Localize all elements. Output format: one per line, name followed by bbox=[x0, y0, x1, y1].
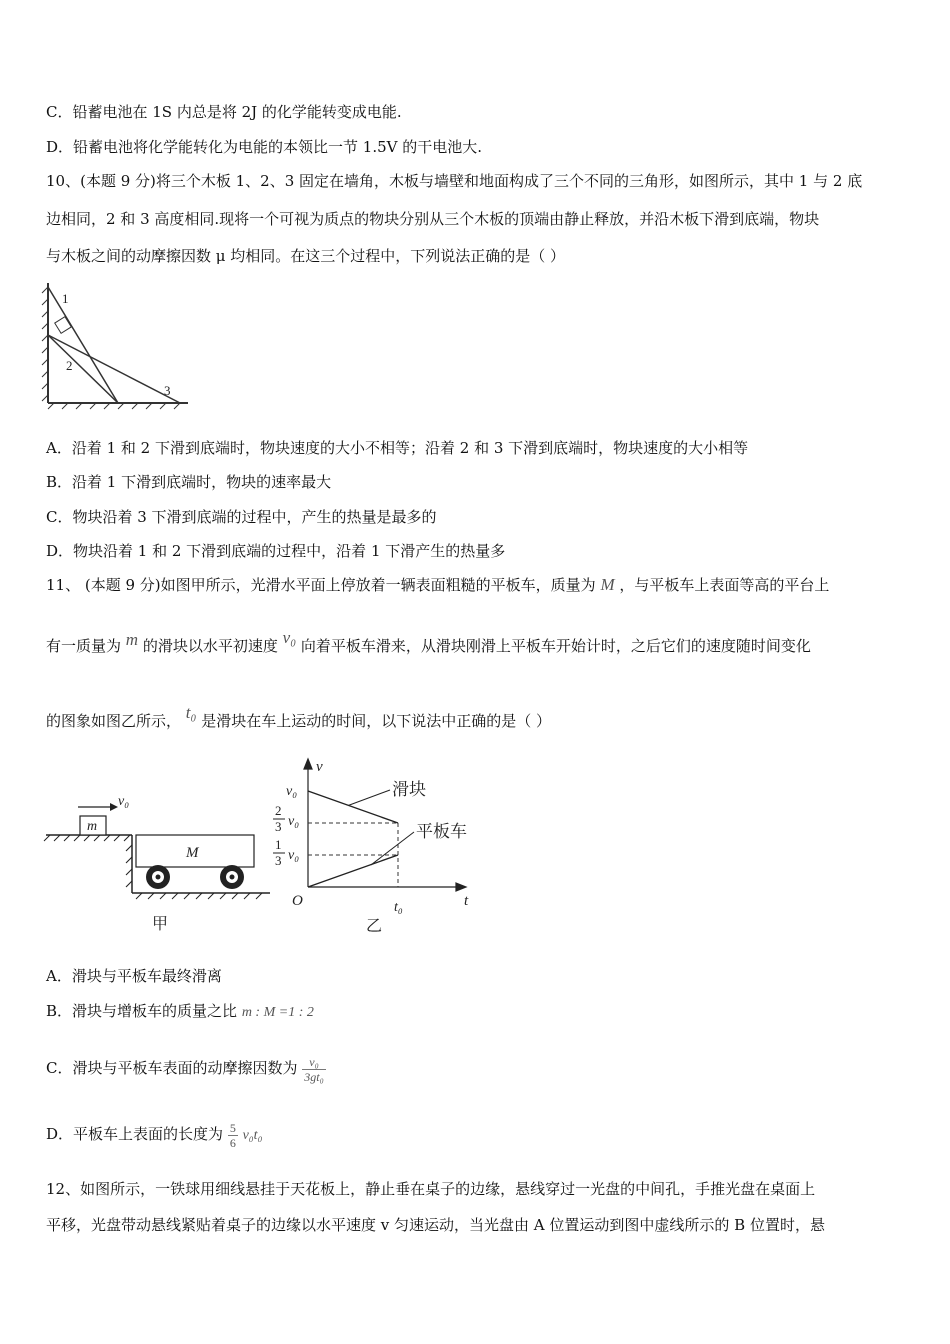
q11-cart-wheel-left bbox=[146, 865, 170, 889]
q11-cart-label: M bbox=[186, 845, 199, 861]
q11-label-cart: 平板车 bbox=[416, 822, 467, 841]
q11-label-slider: 滑块 bbox=[392, 780, 426, 799]
q11-option-c-text: C．滑块与平板车表面的动摩擦因数为 bbox=[46, 1059, 298, 1077]
q10-option-d: D．物块沿着 1 和 2 下滑到底端的过程中，沿着 1 下滑产生的热量多 bbox=[46, 542, 506, 560]
q11-tick-t0: t₀ bbox=[394, 900, 403, 915]
q10-incline-figure bbox=[40, 275, 200, 410]
q9-option-c: C．铅蓄电池在 1S 内总是将 2J 的化学能转变成电能. bbox=[46, 103, 402, 121]
q11-symbol-t0: t₀ bbox=[185, 703, 197, 722]
q11-origin-label: O bbox=[292, 893, 303, 909]
q11-stem-line3-a: 的图象如图乙所示， bbox=[46, 712, 182, 730]
q11-option-d-text: D．平板车上表面的长度为 bbox=[46, 1125, 224, 1143]
q11-stem-line2 bbox=[46, 628, 811, 656]
q11-stem-line1-b: ，与平板车上表面等高的平台上 bbox=[619, 576, 830, 594]
q11-stem-line1 bbox=[46, 575, 829, 595]
q11-cart-wheel-right bbox=[220, 865, 244, 889]
q11-velocity-label: v₀ bbox=[118, 794, 130, 809]
q11-option-b-ratio: m : M =1 : 2 bbox=[241, 1005, 314, 1020]
q10-stem-line3: 与木板之间的动摩擦因数 μ 均相同。在这三个过程中，下列说法正确的是（ ） bbox=[46, 247, 566, 265]
q11-option-c-denominator: 3gt₀ bbox=[304, 1069, 324, 1084]
q11-tick-one-third-num: 1 bbox=[275, 837, 282, 852]
q11-stem-line2-b: 的滑块以水平初速度 bbox=[142, 637, 278, 655]
q11-figure-yi-caption: 乙 bbox=[366, 918, 383, 935]
q11-tick-v0: v₀ bbox=[286, 784, 298, 799]
q11-velocity-arrow bbox=[78, 803, 118, 811]
q10-block bbox=[55, 317, 72, 334]
q9-option-d: D．铅蓄电池将化学能转化为电能的本领比一节 1.5V 的干电池大. bbox=[46, 138, 483, 156]
q12-stem-line1: 12、如图所示，一铁球用细线悬挂于天花板上，静止垂在桌子的边缘，悬线穿过一光盘的中间孔，手推光盘在桌面上 bbox=[46, 1180, 816, 1198]
q11-option-d bbox=[46, 1116, 262, 1154]
q11-symbol-M: M bbox=[600, 575, 615, 594]
q11-tick-two-thirds-v0: v₀ bbox=[288, 814, 300, 829]
q11-slider-label: m bbox=[87, 819, 98, 834]
q11-tick-one-third-den: 3 bbox=[275, 853, 282, 868]
q11-axis-v-label: v bbox=[316, 759, 323, 775]
q11-stem-line3 bbox=[46, 703, 551, 731]
q10-board-label-2: 2 bbox=[66, 358, 73, 373]
q12-stem-line2: 平移，光盘带动悬线紧贴着桌子的边缘以水平速度 v 匀速运动，当光盘由 A 位置运动到图中虚线所示的 B 位置时，悬 bbox=[46, 1216, 825, 1234]
q11-option-d-tail: v₀t₀ bbox=[242, 1128, 263, 1143]
q10-option-c: C．物块沿着 3 下滑到底端的过程中，产生的热量是最多的 bbox=[46, 508, 437, 526]
q10-option-b: B．沿着 1 下滑到底端时，物块的速率最大 bbox=[46, 473, 332, 491]
q11-option-d-fraction bbox=[228, 1121, 238, 1150]
q10-board-label-1: 1 bbox=[62, 291, 69, 306]
q11-figure-jia bbox=[40, 785, 280, 940]
q10-stem-line2: 边相同，2 和 3 高度相同.现将一个可视为质点的物块分别从三个木板的顶端由静止释放，并沿木板下滑到底端，物块 bbox=[46, 210, 820, 228]
q11-symbol-m: m bbox=[125, 630, 139, 649]
q11-tick-two-thirds-num: 2 bbox=[275, 803, 282, 818]
q11-symbol-v0: v₀ bbox=[282, 628, 297, 647]
q11-stem-line2-a: 有一质量为 bbox=[46, 637, 122, 655]
q11-tick-two-thirds-den: 3 bbox=[275, 819, 282, 834]
q11-figure-jia-caption: 甲 bbox=[152, 916, 169, 933]
q11-option-c-numerator: v₀ bbox=[302, 1055, 326, 1070]
q11-stem-line3-b: 是滑块在车上运动的时间，以下说法中正确的是（ ） bbox=[201, 712, 551, 730]
q11-option-a: A．滑块与平板车最终滑离 bbox=[46, 967, 222, 985]
q11-option-b-text: B．滑块与增板车的质量之比 bbox=[46, 1002, 238, 1020]
q11-series-cart bbox=[308, 855, 398, 887]
q11-axis-t-label: t bbox=[464, 893, 469, 909]
q11-option-b bbox=[46, 1001, 314, 1023]
q11-leader-cart bbox=[371, 832, 414, 865]
q10-board-label-3: 3 bbox=[164, 383, 171, 398]
q11-leader-slider bbox=[349, 790, 391, 805]
q11-tick-one-third-v0: v₀ bbox=[288, 848, 300, 863]
q11-series-slider bbox=[308, 791, 398, 823]
q11-stem-line2-c: 向着平板车滑来，从滑块刚滑上平板车开始计时，之后它们的速度随时间变化 bbox=[300, 637, 811, 655]
q10-stem-line1: 10、(本题 9 分)将三个木板 1、2、3 固定在墙角，木板与墙壁和地面构成了三个不同的三角形，如图所示，其中 1 与 2 底 bbox=[46, 172, 863, 190]
q11-stem-line1-a: 11、 (本题 9 分)如图甲所示，光滑水平面上停放着一辆表面粗糙的平板车，质量为 bbox=[46, 576, 596, 594]
q11-option-c bbox=[46, 1050, 326, 1086]
q11-figure-yi bbox=[262, 755, 482, 940]
q11-option-d-numerator: 5 bbox=[229, 1120, 236, 1135]
q11-option-d-denominator: 6 bbox=[229, 1135, 236, 1150]
q11-option-c-fraction bbox=[302, 1055, 326, 1084]
q10-option-a: A．沿着 1 和 2 下滑到底端时，物块速度的大小不相等；沿着 2 和 3 下滑到底端时，物块速度的大小相等 bbox=[46, 439, 749, 457]
